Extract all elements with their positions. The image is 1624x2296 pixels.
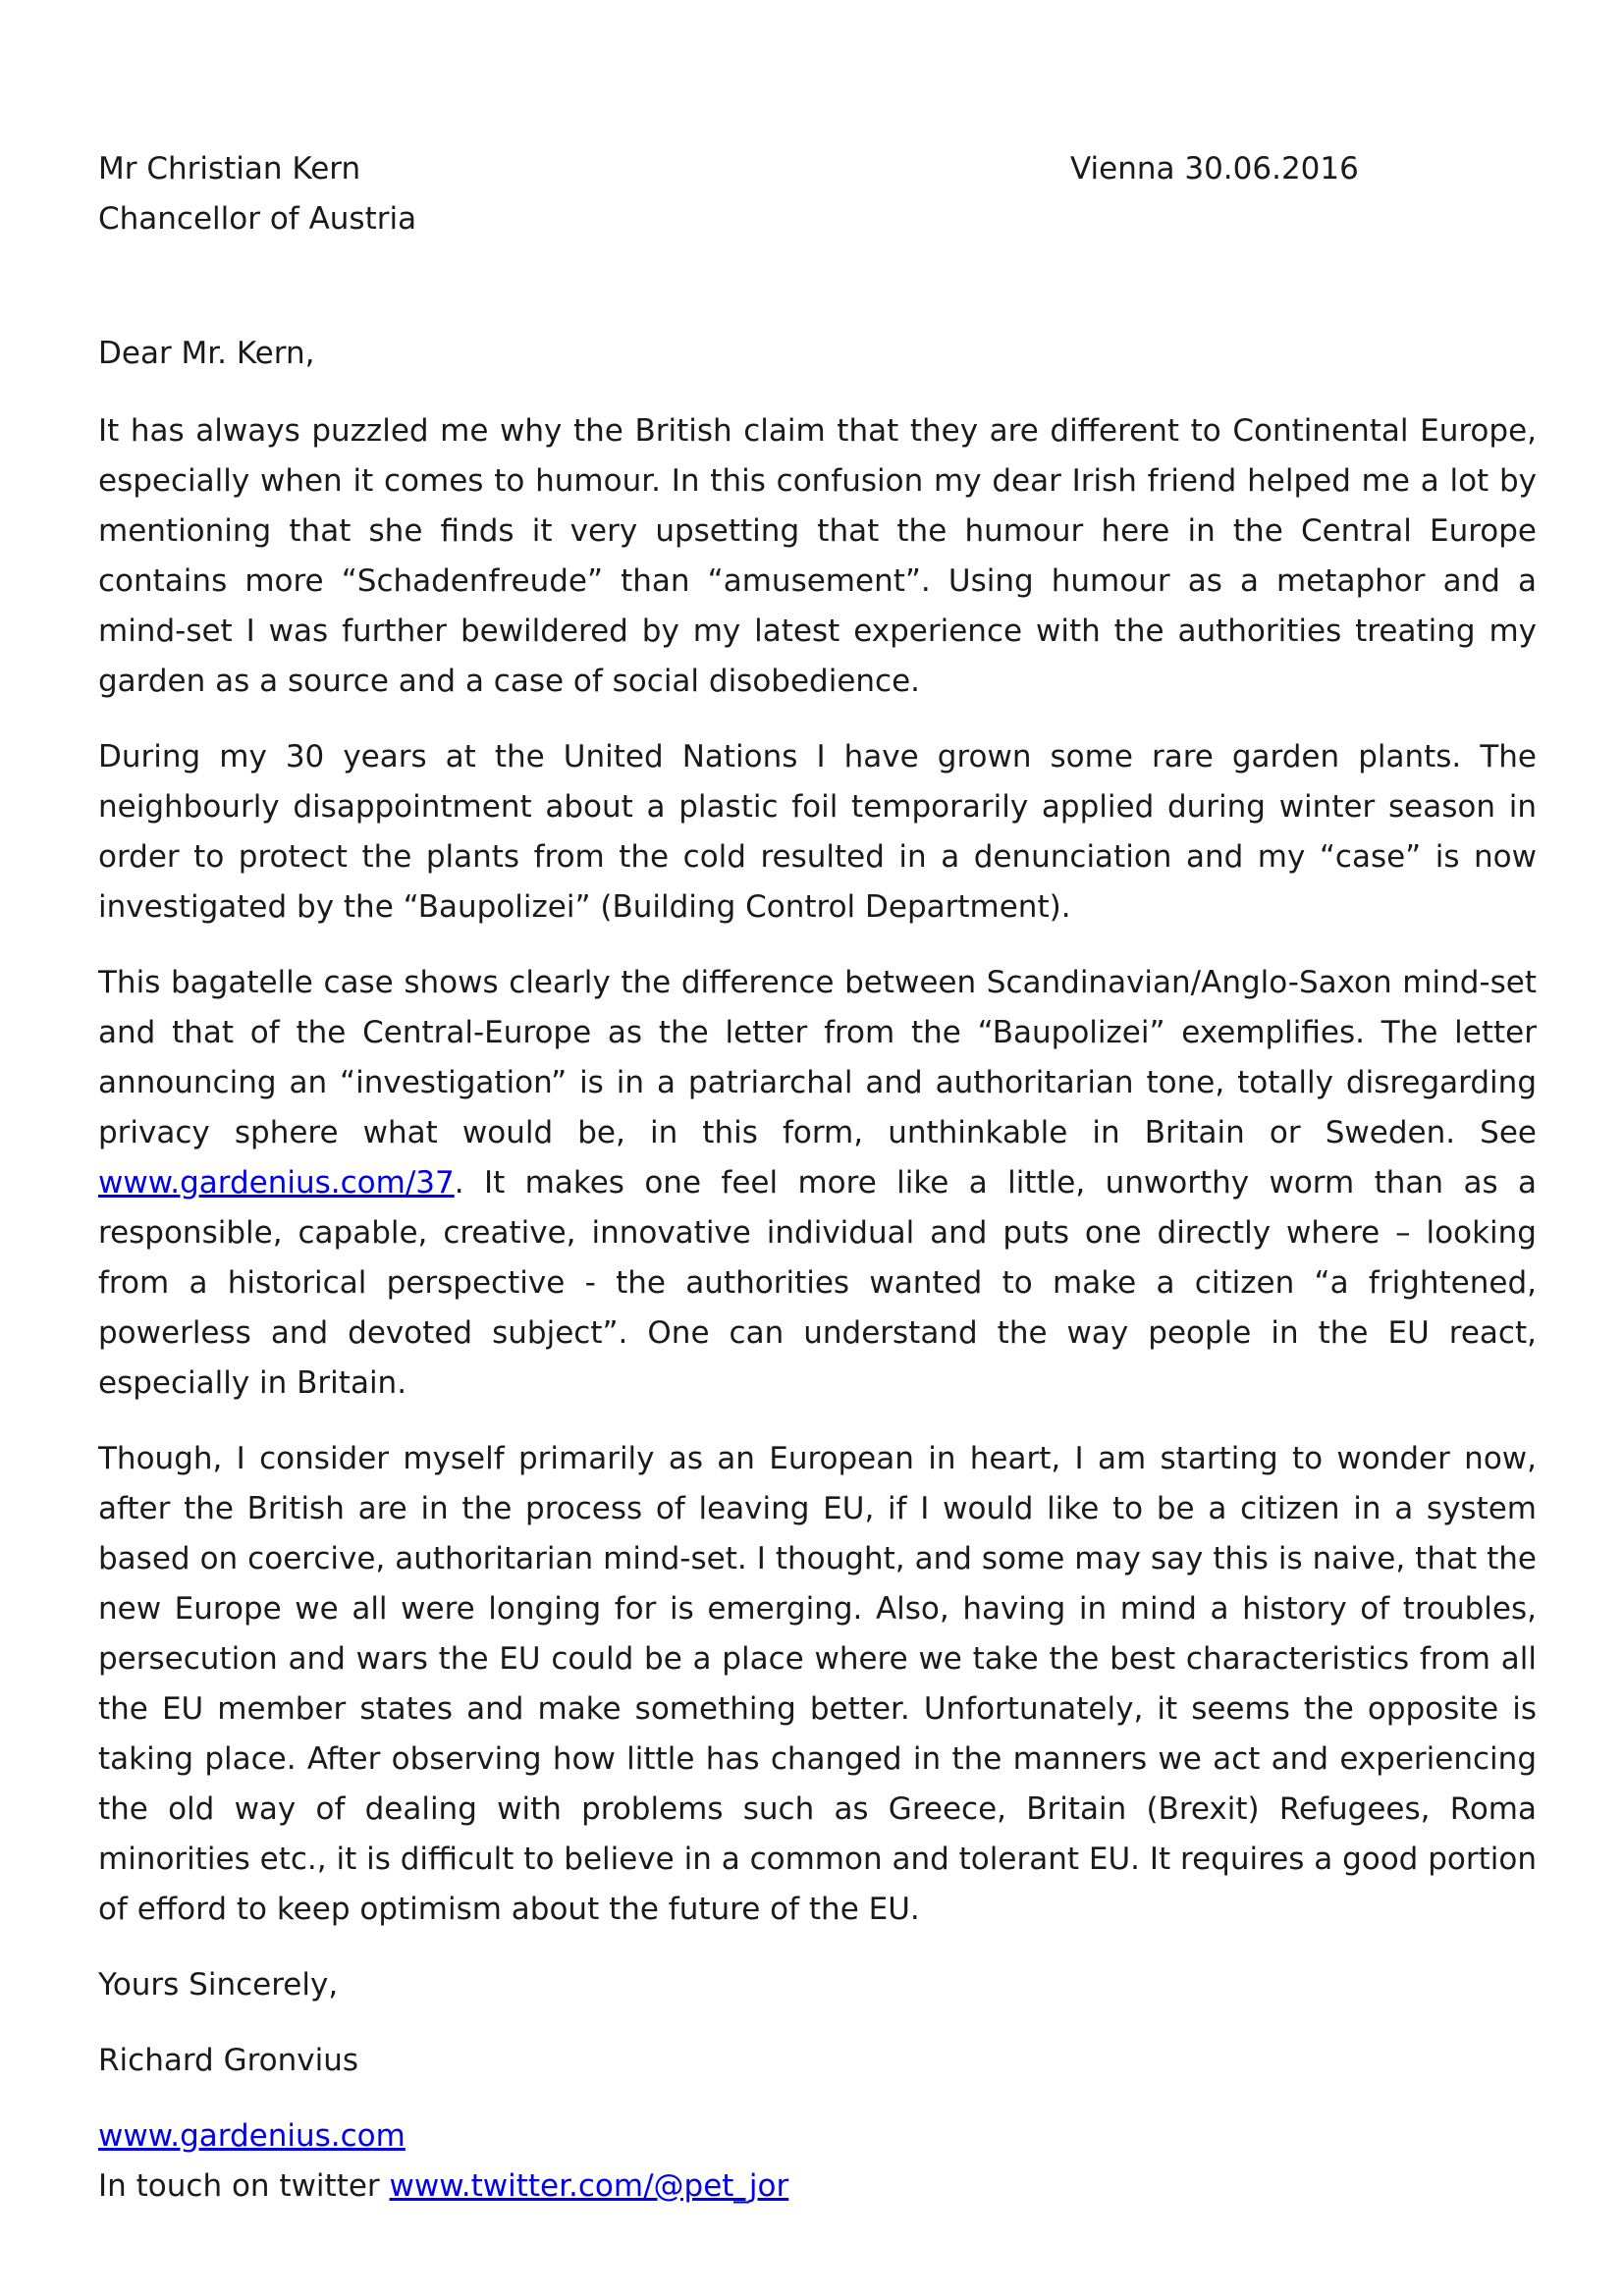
closing: Yours Sincerely, (98, 1967, 339, 2002)
recipient-title: Chancellor of Austria (98, 201, 417, 237)
website-link[interactable]: www.gardenius.com (98, 2118, 406, 2154)
gardenius-37-link[interactable]: www.gardenius.com/37 (98, 1165, 455, 1201)
contact-block (98, 2111, 1537, 2212)
twitter-prefix: In touch on twitter (98, 2168, 390, 2204)
paragraph-3-text-after: . It makes one feel more like a little, unworthy worm than as a responsible, capable, creative, innovative individual and puts one directly where – looking from a historical perspective - the authorities wanted to make a citizen “a frightened, powerless and devoted subject”. One can understand the way people in the EU react, especially in Britain. (98, 1165, 1537, 1401)
letter-date: Vienna 30.06.2016 (1070, 151, 1359, 187)
paragraph-3 (98, 958, 1537, 1409)
recipient-name: Mr Christian Kern (98, 151, 361, 187)
paragraph-2: During my 30 years at the United Nations I have grown some rare garden plants. The neighbourly disappointment about a plastic foil temporarily applied during winter season in order to protect the plants from the cold resulted in a denunciation and my “case” is now investigated by the “Baupolizei” (Building Control Department). (98, 739, 1537, 925)
paragraph-4: Though, I consider myself primarily as an European in heart, I am starting to wonder now, after the British are in the process of leaving EU, if I would like to be a citizen in a system based on coercive, authoritarian mind-set. I thought, and some may say this is naive, that the new Europe we all were longing for is emerging. Also, having in mind a history of troubles, persecution and wars the EU could be a place where we take the best characteristics from all the EU member states and make something better. Unfortunately, it seems the opposite is taking place. After observing how little has changed in the manners we act and experiencing the old way of dealing with problems such as Greece, Britain (Brexit) Refugees, Roma minorities etc., it is difficult to believe in a common and tolerant EU. It requires a good portion of efford to keep optimism about the future of the EU. (98, 1441, 1537, 1927)
letter-body (98, 329, 1537, 2212)
salutation: Dear Mr. Kern, (98, 336, 315, 371)
twitter-link[interactable]: www.twitter.com/@pet_jor (389, 2168, 789, 2204)
paragraph-3-text-before: This bagatelle case shows clearly the difference between Scandinavian/Anglo-Saxon mind-set and that of the Central-Europe as the letter from the “Baupolizei” exemplifies. The letter announcing an “investigation” is in a patriarchal and authoritarian tone, totally disregarding privacy sphere what would be, in this form, unthinkable in Britain or Sweden. See (98, 965, 1537, 1150)
paragraph-1: It has always puzzled me why the British claim that they are different to Continental Europe, especially when it comes to humour. In this confusion my dear Irish friend helped me a lot by mentioning that she finds it very upsetting that the humour here in the Central Europe contains more “Schadenfreude” than “amusement”. Using humour as a metaphor and a mind-set I was further bewildered by my latest experience with the authorities treating my garden as a source and a case of social disobedience. (98, 413, 1537, 699)
signature: Richard Gronvius (98, 2043, 359, 2078)
recipient-block (98, 144, 416, 244)
